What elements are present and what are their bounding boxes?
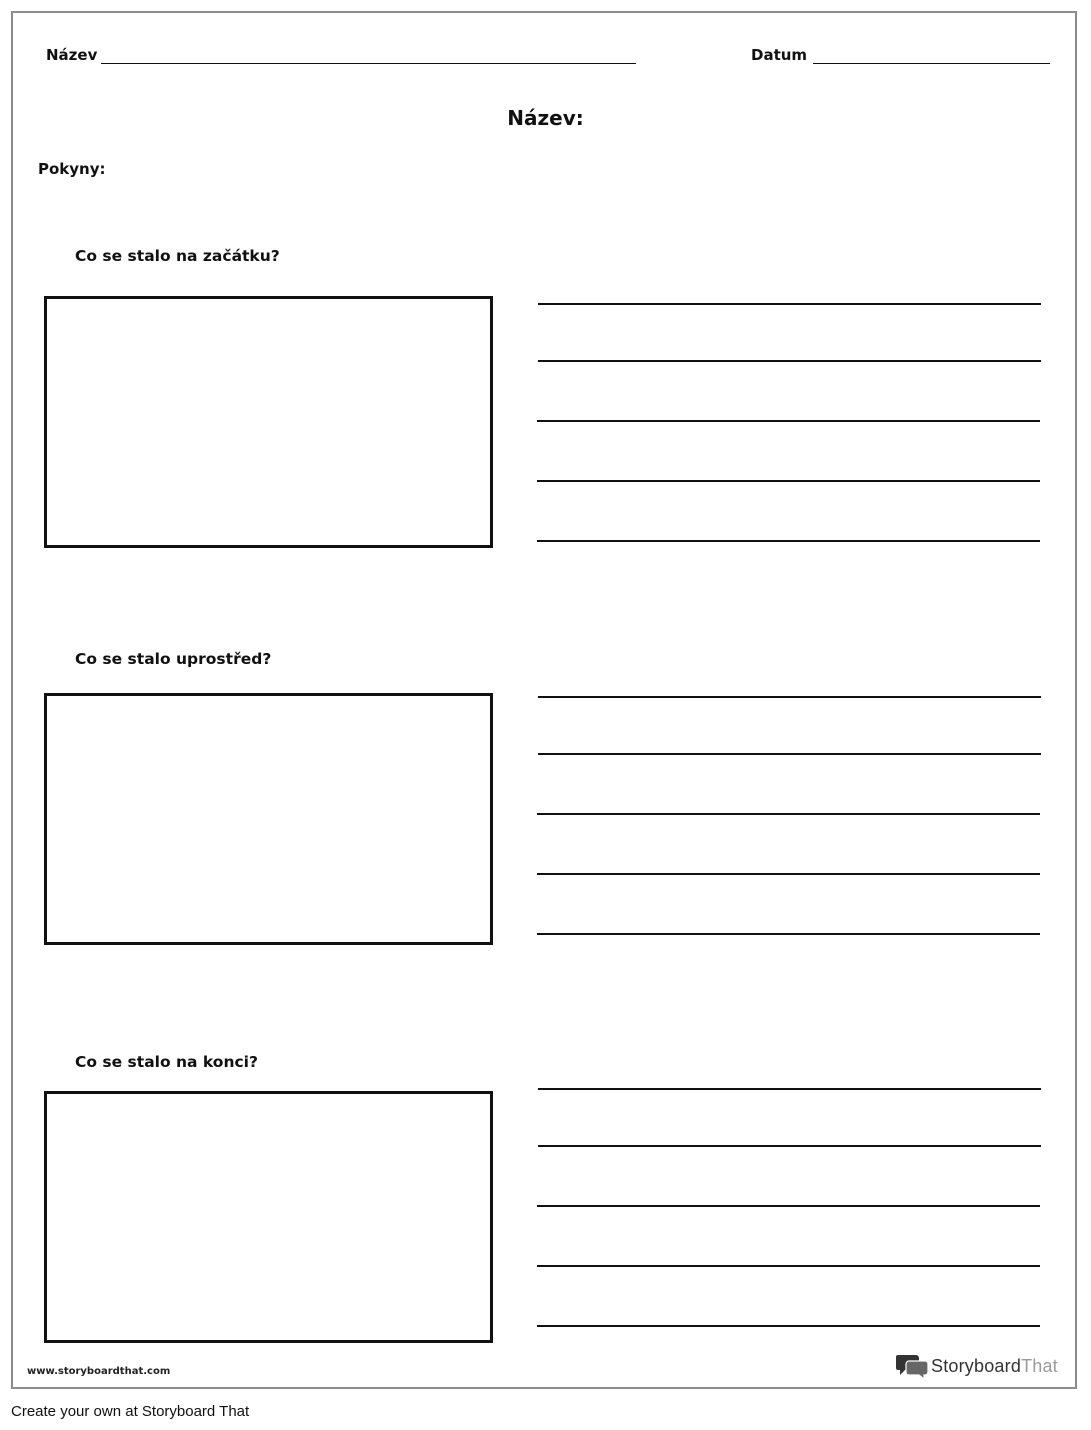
writing-line[interactable] xyxy=(537,420,1040,422)
writing-line[interactable] xyxy=(538,360,1041,362)
storyboardthat-logo[interactable] xyxy=(896,1353,1058,1379)
writing-line[interactable] xyxy=(537,480,1040,482)
section-question: Co se stalo na konci? xyxy=(75,1053,258,1071)
brand-name-that: That xyxy=(1021,1355,1058,1376)
section-question: Co se stalo uprostřed? xyxy=(75,650,272,668)
drawing-box[interactable] xyxy=(44,693,493,945)
section-question: Co se stalo na začátku? xyxy=(75,247,280,265)
date-label: Datum xyxy=(751,46,808,64)
writing-line[interactable] xyxy=(537,933,1040,935)
website-url[interactable]: www.storyboardthat.com xyxy=(27,1366,171,1377)
speech-bubbles-icon xyxy=(896,1353,928,1379)
page-title: Název: xyxy=(507,106,584,130)
brand-name xyxy=(931,1356,1058,1377)
brand-name-storyboard: Storyboard xyxy=(931,1355,1022,1376)
writing-line[interactable] xyxy=(537,1205,1040,1207)
writing-line[interactable] xyxy=(537,873,1040,875)
writing-line[interactable] xyxy=(538,696,1041,698)
writing-line[interactable] xyxy=(537,540,1040,542)
date-field-line[interactable] xyxy=(813,63,1050,64)
writing-line[interactable] xyxy=(538,303,1041,305)
name-label: Název xyxy=(46,46,98,64)
instructions-label: Pokyny: xyxy=(38,160,106,178)
writing-line[interactable] xyxy=(537,813,1040,815)
writing-line[interactable] xyxy=(538,1088,1041,1090)
writing-line[interactable] xyxy=(538,753,1041,755)
drawing-box[interactable] xyxy=(44,296,493,548)
create-your-own-caption[interactable]: Create your own at Storyboard That xyxy=(11,1403,250,1420)
name-field-line[interactable] xyxy=(101,63,636,64)
writing-line[interactable] xyxy=(537,1265,1040,1267)
writing-line[interactable] xyxy=(538,1145,1041,1147)
writing-line[interactable] xyxy=(537,1325,1040,1327)
drawing-box[interactable] xyxy=(44,1091,493,1343)
